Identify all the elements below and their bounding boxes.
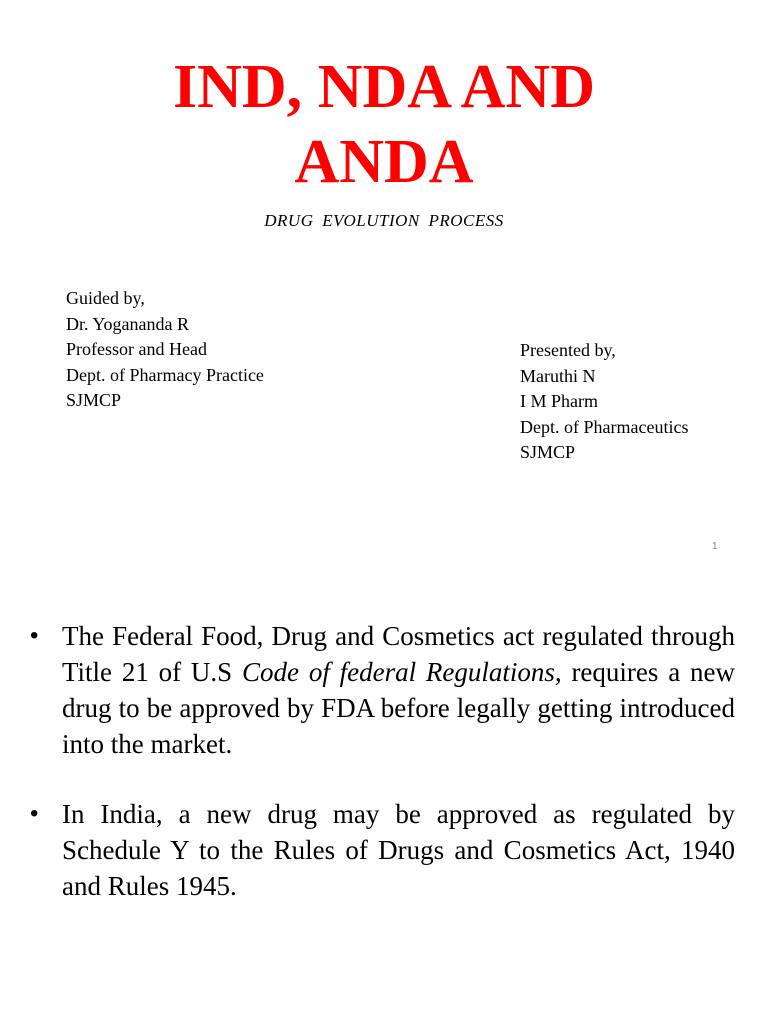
presented-by-line: SJMCP (520, 442, 576, 462)
bullet-icon: • (30, 800, 39, 827)
slide-subtitle: DRUG EVOLUTION PROCESS (264, 211, 504, 230)
guided-by-block (66, 286, 264, 414)
bullet-icon: • (30, 622, 39, 649)
bullet-item (30, 796, 735, 904)
presented-by-line: Maruthi N (520, 365, 596, 386)
guided-by-line: SJMCP (66, 390, 122, 410)
guided-by-line: Dept. of Pharmacy Practice (66, 364, 264, 385)
slide-number: 1 (712, 541, 718, 552)
presented-by-line: Presented by, (520, 340, 616, 360)
presented-by-line: Dept. of Pharmaceutics (520, 416, 689, 437)
presented-by-block (520, 338, 688, 466)
guided-by-line: Guided by, (66, 288, 145, 308)
bullet-text (62, 799, 735, 901)
presented-by-line: I M Pharm (520, 391, 598, 411)
slide-title (0, 50, 768, 200)
guided-by-line: Dr. Yogananda R (66, 313, 190, 334)
bullet-text (62, 621, 735, 759)
guided-by-line: Professor and Head (66, 339, 207, 359)
slide-title-line-1: IND, NDA AND (173, 53, 595, 121)
bullet-text-part: The Federal Food, Drug and Cosmetics act regulated through Title 21 of U.S (62, 621, 735, 687)
bullet-text-italic: Code of federal Regulations, (242, 657, 562, 687)
bullet-item (30, 618, 735, 762)
bullet-list (30, 618, 735, 938)
bullet-text-part: In India, a new drug may be approved as regulated by Schedule Y to the Rules of Drugs and Cosmetics Act, 1940 and Rules 1945. (62, 799, 735, 901)
bullet-text-part: requires a new drug to be approved by FDA before legally getting introduced into the market. (62, 657, 735, 759)
slide-title-line-2: ANDA (294, 128, 474, 196)
